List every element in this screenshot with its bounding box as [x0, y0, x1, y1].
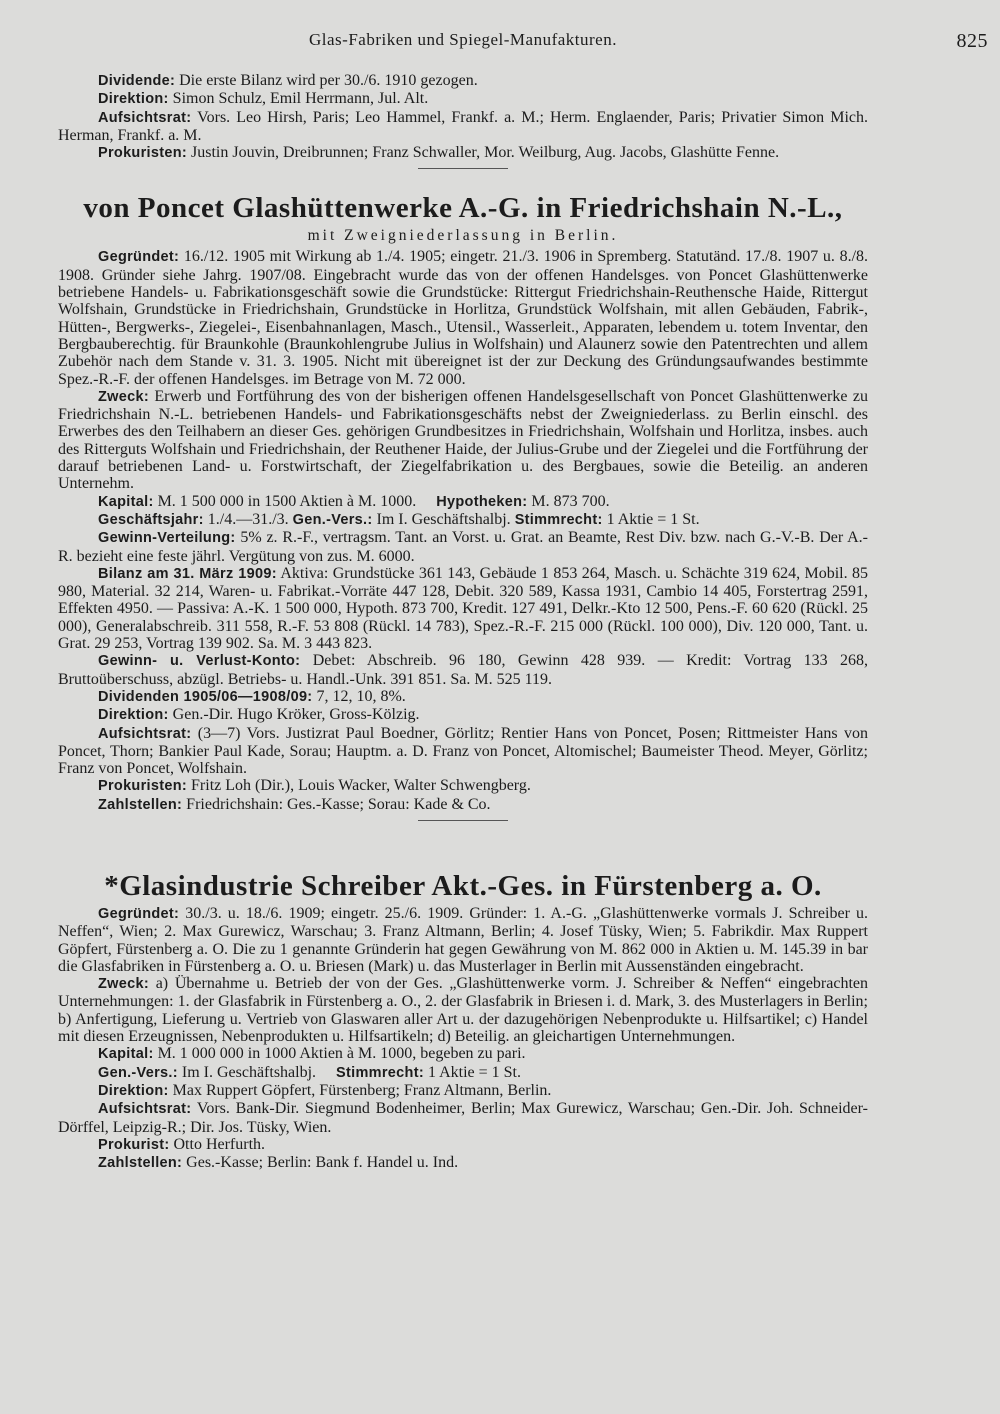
entry-paragraph: Zahlstellen: Ges.-Kasse; Berlin: Bank f. Handel u. Ind.	[98, 1154, 459, 1172]
company-entry-poncet	[58, 191, 868, 821]
entry-paragraph: Aufsichtsrat: (3—7) Vors. Justizrat Paul Boedner, Görlitz; Rentier Hans von Poncet, Posen; Rittmeister Hans von Poncet, Thorn; Bankier Paul Kade, Sorau; Hauptm. a. D. Franz von Poncet, Altomischel; Baumeister Theod. Meyer, Görlitz; Franz von Poncet, Wolfshain.	[58, 724, 869, 778]
entry-paragraph: Aufsichtsrat: Vors. Leo Hirsh, Paris; Leo Hammel, Frankf. a. M.; Herm. Englaender, Paris; Privatier Simon Mich. Herman, Frankf. a. M.	[58, 108, 869, 144]
entry-paragraph: Gewinn-Verteilung: 5% z. R.-F., vertragsm. Tant. an Vorst. u. Grat. an Beamte, Rest Div. bzw. nach G.-V.-B. Der A.-R. bezieht eine feste jährl. Vergütung von zus. M. 6000.	[58, 529, 868, 565]
entry-paragraph: Zahlstellen: Friedrichshain: Ges.-Kasse; Sorau: Kade & Co.	[98, 795, 491, 813]
entry-paragraph: Prokuristen: Fritz Loh (Dir.), Louis Wacker, Walter Schwengberg.	[98, 777, 531, 795]
entry-paragraph: Bilanz am 31. März 1909: Aktiva: Grundstücke 361 143, Gebäude 1 853 264, Masch. u. Schächte 319 624, Mobil. 85 980, Material. 32 214, Waren- u. Fabrikat.-Vorräte 447 128, Debit. 320 589, Kassa 1931, Cambio 14 405, Forstertrag 2591, Effekten 4950. — Passiva: A.-K. 1 500 000, Hypoth. 873 700, Kredit. 127 491, Delkr.-Kto 12 500, Pens.-F. 60 620 (Rückl. 25 000), Generalabschreib. 311 558, R.-F. 53 808 (Rückl. 14 783), Spez.-R.-F. 215 000 (Rückl. 100 000), Div. 120 000, Tant. u. Grat. 29 253, Vortrag 139 902. Sa. M. 3 443 823.	[58, 564, 868, 653]
entry-paragraph: Gen.-Vers.: Im I. Geschäftshalbj. Stimmrecht: 1 Aktie = 1 St.	[98, 1063, 521, 1081]
company-subtitle: mit Zweigniederlassung in Berlin.	[307, 227, 619, 245]
entry-paragraph: Direktion: Simon Schulz, Emil Herrmann, Jul. Alt.	[98, 90, 429, 108]
entry-paragraph: Direktion: Max Ruppert Göpfert, Fürstenberg; Franz Altmann, Berlin.	[98, 1081, 552, 1099]
entry-paragraph: Gewinn- u. Verlust-Konto: Debet: Abschreib. 96 180, Gewinn 428 939. — Kredit: Vortrag 133 268, Bruttoüberschuss, abzügl. Betriebs- u. Handl.-Unk. 391 851. Sa. M. 525 119.	[58, 652, 869, 688]
running-title: Glas-Fabriken und Spiegel-Manufakturen.	[309, 30, 617, 49]
page-number: 825	[956, 30, 988, 52]
company-title: von Poncet Glashüttenwerke A.-G. in Friedrichshain N.-L.,	[83, 192, 843, 225]
section-spacer	[58, 821, 868, 847]
company-title: *Glasindustrie Schreiber Akt.-Ges. in Fürstenberg a. O.	[104, 869, 822, 902]
separator-rule	[418, 168, 508, 169]
entry-paragraph: Gegründet: 16./12. 1905 mit Wirkung ab 1./4. 1905; eingetr. 21./3. 1906 in Spremberg. Statutänd. 17./8. 1907 u. 8./8. 1908. Gründer siehe Jahrg. 1907/08. Eingebracht wurde das von der offenen Handelsges. von Poncet Glashüttenwerke betriebene Handels- u. Fabrikationsgeschäft sowie die Grundstücke: Rittergut Friedrichshain-Reuthensche Haide, Rittergut Wolfshain, Grundstücke in Friedrichshain, Grundstücke in Horlitza, Grundstück Wolfshain, mit allen Gebäuden, Fabrik-, Hütten-, Bergwerks-, Ziegelei-, Eisenbahnanlagen, Masch., Utensil., Wasserleit., Apparaten, lebendem u. totem Inventar, den Bergbauberechtig. für Braunkohle (Braunkohlengrube Julius in Wolfshain) und Alaunerz sowie den Patentrechten und allem Zubehör nach dem Stande v. 31. 3. 1905. Nicht mit übereignet ist der zur Deckung des Gründungsaufwandes bestimmte Spez.-R.-F. der offenen Handelsges. im Betrage von M. 72 000.	[58, 248, 869, 388]
entry-paragraph: Dividende: Die erste Bilanz wird per 30./6. 1910 gezogen.	[98, 72, 478, 89]
entry-paragraph: Geschäftsjahr: 1./4.—31./3. Gen.-Vers.: Im I. Geschäftshalbj. Stimmrecht: 1 Aktie = 1 St.	[98, 510, 700, 528]
entry-paragraph: Prokuristen: Justin Jouvin, Dreibrunnen; Franz Schwaller, Mor. Weilburg, Aug. Jacobs, Glashütte Fenne.	[98, 144, 780, 162]
previous-entry	[58, 72, 868, 169]
entry-paragraph: Kapital: M. 1 500 000 in 1500 Aktien à M. 1000. Hypotheken: M. 873 700.	[98, 492, 610, 510]
entry-paragraph: Aufsichtsrat: Vors. Bank-Dir. Siegmund Bodenheimer, Berlin; Max Gurewicz, Warschau; Gen.-Dir. Joh. Schneider-Dörffel, Leipzig-R.; Dir. Jos. Tüsky, Wien.	[58, 1100, 868, 1136]
company-entry-schreiber	[58, 869, 868, 1172]
entry-paragraph: Gegründet: 30./3. u. 18./6. 1909; eingetr. 25./6. 1909. Gründer: 1. A.-G. „Glashüttenwerke vormals J. Schreiber u. Neffen“, Wien; 2. Max Gurewicz, Warschau; 3. Franz Altmann, Berlin; 4. Josef Tüsky, Wien; 5. Fabrikdir. Max Ruppert Göpfert, Fürstenberg a. O. Die zu 1 genannte Gründerin hat gegen Gewährung von M. 862 000 in Aktien u. M. 145.39 in bar die Glasfabriken in Fürstenberg a. O. u. Briesen (Mark) u. das Musterlager in Berlin mit Aussenständen eingebracht.	[58, 904, 868, 975]
running-header	[58, 30, 988, 52]
entry-paragraph: Zweck: Erwerb und Fortführung des von der bisherigen offenen Handelsgesellschaft von Poncet Glashüttenwerke zu Friedrichshain N.-L. betriebenen Handels- und Fabrikationsgeschäfts nebst der Zweigniederlass. zu Berlin einschl. des Erwerbes des den Teilhabern an dieser Ges. gehörigen Grundbesitzes in Friedrichshain, Wolfshain und Horlitza, insbes. auch des Ritterguts Wolfshain und Friedrichshain, der Reuthener Haide, der Julius-Grube und der Ziegelei und die Fortführung der darauf betriebenen Land- u. Forstwirtschaft, der Ziegelfabrikation u. des Bergbaues, sowie die Beteilig. an anderen Unternehm.	[58, 387, 868, 493]
entry-paragraph: Dividenden 1905/06—1908/09: 7, 12, 10, 8%.	[98, 687, 406, 705]
entry-paragraph: Direktion: Gen.-Dir. Hugo Kröker, Gross-Kölzig.	[98, 706, 420, 724]
entry-paragraph: Zweck: a) Übernahme u. Betrieb der von der Ges. „Glashüttenwerke vorm. J. Schreiber & Neffen“ eingebrachten Unternehmungen: 1. der Glasfabrik in Fürstenberg a. O., 2. der Glasfabrik in Briesen i. d. Mark, 3. des Musterlagers in Berlin; b) Anfertigung, Lieferung u. Vertrieb von Glaswaren aller Art u. der dazugehörigen Nebenprodukte u. Hilfsartikel; c) Handel mit diesen Erzeugnissen, Nebenprodukten u. Hilfsartikeln; d) Beteilig. an gleichartigen Unternehmungen.	[58, 975, 869, 1046]
entry-paragraph: Prokurist: Otto Herfurth.	[98, 1135, 266, 1153]
entry-paragraph: Kapital: M. 1 000 000 in 1000 Aktien à M. 1000, begeben zu pari.	[98, 1045, 526, 1063]
